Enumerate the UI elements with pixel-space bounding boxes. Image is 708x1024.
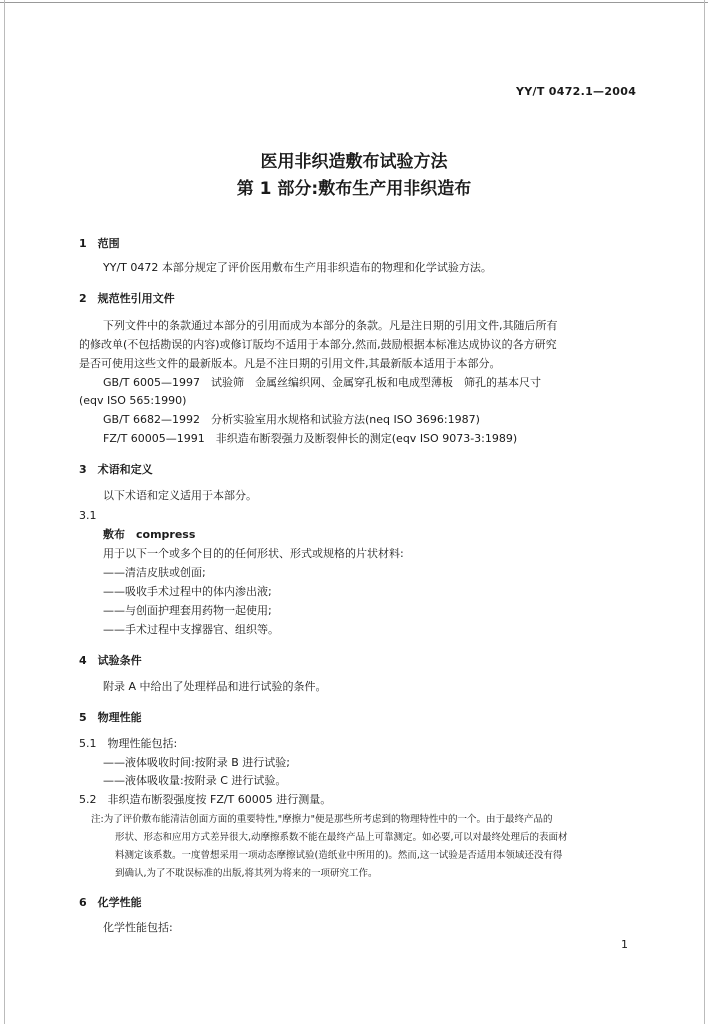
section-1-text: YY/T 0472 本部分规定了评价医用敷布生产用非织造布的物理和化学试验方法。 [103,261,492,274]
section-2-paragraph-line: 是否可使用这些文件的最新版本。凡是不注日期的引用文件,其最新版本适用于本部分。 [79,357,501,370]
section-4-text: 附录 A 中给出了处理样品和进行试验的条件。 [103,680,327,693]
document-title: 医用非织造敷布试验方法 [260,152,448,172]
term-definition: 用于以下一个或多个目的的任何形状、形式或规格的片状材料: [103,547,404,560]
section-2-paragraph-line: 下列文件中的条款通过本部分的引用而成为本部分的条款。凡是注日期的引用文件,其随后所有 [103,319,558,332]
section-3-heading: 3 术语和定义 [79,463,153,476]
normative-reference: FZ/T 60005—1991 非织造布断裂强力及断裂伸长的测定(eqv ISO 9073-3:1989) [103,432,518,445]
note-line: 形状、形态和应用方式差异很大,动摩擦系数不能在最终产品上可靠测定。如必要,可以对最终处理后的表面材 [115,832,568,843]
subsection-5-1: 5.1 物理性能包括: [79,737,178,750]
subsection-5-2: 5.2 非织造布断裂强度按 FZ/T 60005 进行测量。 [79,793,332,806]
list-item: ——液体吸收时间:按附录 B 进行试验; [103,756,290,769]
normative-reference-continued: (eqv ISO 565:1990) [79,394,187,407]
section-1-heading: 1 范围 [79,237,120,250]
section-5-heading: 5 物理性能 [79,711,142,724]
section-2-heading: 2 规范性引用文件 [79,292,175,305]
list-item: ——与创面护理套用药物一起使用; [103,604,272,617]
section-3-text: 以下术语和定义适用于本部分。 [103,489,257,502]
list-item: ——吸收手术过程中的体内渗出液; [103,585,272,598]
list-item: ——液体吸收量:按附录 C 进行试验。 [103,774,287,787]
standard-code: YY/T 0472.1—2004 [516,85,637,98]
section-2-paragraph-line: 的修改单(不包括勘误的内容)或修订版均不适用于本部分,然而,鼓励根据本标准达成协议的各方研究 [79,338,557,351]
normative-reference: GB/T 6005—1997 试验筛 金属丝编织网、金属穿孔板和电成型薄板 筛孔的基本尺寸 [103,376,541,389]
note-line: 注:为了评价敷布能清洁创面方面的重要特性,"摩擦力"便是那些所考虑到的物理特性中的一个。由于最终产品的 [91,814,553,825]
subsection-number: 3.1 [79,509,97,522]
term-entry: 敷布 compress [103,528,196,541]
page-number: 1 [621,938,628,951]
note-line: 料测定该系数。一度曾想采用一项动态摩擦试验(造纸业中所用的)。然而,这一试验是否适用本领域还没有得 [115,850,563,861]
list-item: ——清洁皮肤或创面; [103,566,206,579]
normative-reference: GB/T 6682—1992 分析实验室用水规格和试验方法(neq ISO 3696:1987) [103,413,480,426]
document-subtitle: 第 1 部分:敷布生产用非织造布 [236,179,472,199]
list-item: ——手术过程中支撑器官、组织等。 [103,623,279,636]
note-line: 到确认,为了不耽误标准的出版,将其列为将来的一项研究工作。 [115,868,378,879]
scan-edge-top [0,2,708,3]
section-6-heading: 6 化学性能 [79,896,142,909]
section-4-heading: 4 试验条件 [79,654,142,667]
section-6-text: 化学性能包括: [103,921,173,934]
